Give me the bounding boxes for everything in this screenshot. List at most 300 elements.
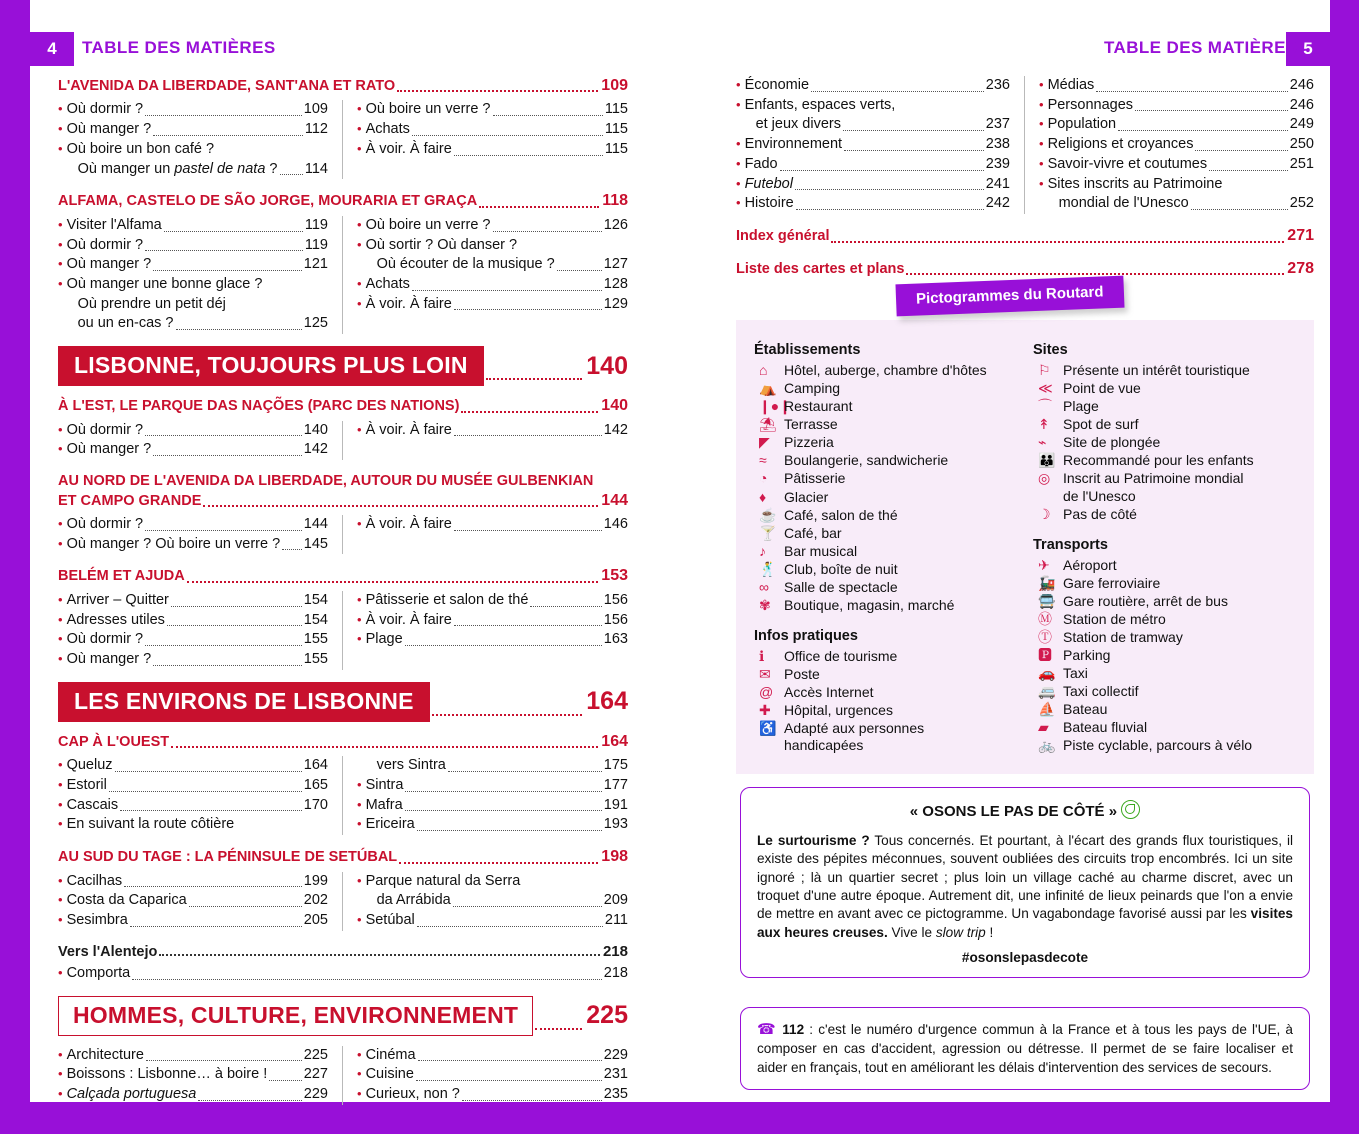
toc-entry[interactable] <box>58 535 328 555</box>
toc-entry-column-2 <box>343 421 628 460</box>
toc-entry[interactable] <box>357 421 628 441</box>
bullet-icon: • <box>357 611 362 627</box>
page-number: 115 <box>604 101 628 118</box>
pictogram-label: Restaurant <box>784 398 853 415</box>
toc-entry[interactable] <box>357 611 628 631</box>
bullet-icon: • <box>58 611 63 627</box>
toc-entry[interactable] <box>357 591 628 611</box>
bullet-icon: • <box>58 796 63 812</box>
toc-section-group-1 <box>58 76 628 334</box>
toc-entry[interactable] <box>357 756 628 776</box>
telephone-icon: ☎ <box>757 1021 778 1038</box>
toc-entry-label: Architecture <box>66 1046 144 1063</box>
pictogram-row <box>754 507 1017 524</box>
toc-entry-label: Où prendre un petit déj <box>77 295 226 312</box>
pictogram-label: Hôtel, auberge, chambre d'hôtes <box>784 362 987 378</box>
toc-entry[interactable] <box>357 255 628 275</box>
leader-dots <box>146 1060 302 1061</box>
toc-entry-label: Où manger ? <box>66 651 152 668</box>
toc-section-title[interactable]: BELÉM ET AJUDA 153 <box>58 566 628 586</box>
leader-dots <box>780 170 984 171</box>
toc-entry-grid <box>58 872 628 931</box>
pictogram-label: Hôpital, urgences <box>784 702 893 719</box>
toc-entry[interactable] <box>58 964 628 984</box>
toc-entry-label: Setúbal <box>365 912 415 929</box>
leader-dots <box>454 530 602 531</box>
bus-icon: 🚍 <box>1038 592 1056 609</box>
toc-entry[interactable] <box>58 515 328 535</box>
toc-entry[interactable] <box>357 891 628 911</box>
pictogram-row <box>754 362 1017 379</box>
leader-dots <box>280 174 303 175</box>
toc-banner-lisbonne <box>58 346 628 386</box>
bullet-icon: • <box>58 777 63 793</box>
pictogram-label: Bateau fluvial <box>1063 719 1148 736</box>
pictogram-group-heading: Transports <box>1033 536 1108 553</box>
leader-dots <box>557 270 602 271</box>
toc-entry-column-2 <box>343 872 628 931</box>
toc-entry[interactable] <box>58 650 328 670</box>
toc-entry[interactable] <box>736 115 1010 135</box>
page-number: 114 <box>304 160 328 177</box>
toc-entry[interactable] <box>357 100 628 120</box>
pictogram-label: Pas de côté <box>1063 505 1137 522</box>
bullet-icon: • <box>357 1046 362 1062</box>
toc-entry-column-2 <box>343 1046 628 1105</box>
page-number: 175 <box>603 757 628 774</box>
toc-entry-label: Sites inscrits au Patrimoine <box>1047 175 1223 192</box>
toc-entry-label: Où manger ? <box>66 121 152 138</box>
toc-section-title[interactable]: L'AVENIDA DA LIBERDADE, SANT'ANA ET RATO 109 <box>58 76 628 96</box>
bullet-icon: • <box>58 101 63 117</box>
terrace-parasol-icon: ⛱ <box>759 416 777 433</box>
page-number: 170 <box>303 796 328 813</box>
pictogram-row <box>1033 611 1296 628</box>
pictogram-label: Taxi <box>1063 665 1088 682</box>
pictogram-label: Gare routière, arrêt de bus <box>1063 592 1228 609</box>
leader-dots <box>164 231 303 232</box>
page-number: 155 <box>303 631 328 648</box>
toc-entry[interactable] <box>58 216 328 236</box>
leader-dots <box>130 926 302 927</box>
leader-dots <box>811 91 984 92</box>
pictogram-label: Bateau <box>1063 701 1108 718</box>
toc-entry[interactable] <box>58 630 328 650</box>
toc-entry[interactable] <box>58 160 328 180</box>
toc-banner[interactable] <box>58 346 628 386</box>
bullet-icon: • <box>357 275 362 291</box>
toc-entry-grid <box>736 76 1314 214</box>
toc-entry-column-1 <box>58 100 343 179</box>
toc-entry-grid <box>58 964 628 984</box>
leader-dots <box>187 581 599 583</box>
toc-entry[interactable] <box>1039 135 1314 155</box>
toc-entry[interactable] <box>357 1085 628 1105</box>
pictogram-label: Inscrit au Patrimoine mondial de l'Unesco <box>1063 470 1244 504</box>
wheelchair-icon: ♿ <box>759 720 777 737</box>
bullet-icon: • <box>1039 136 1044 152</box>
toc-entry-label: Où dormir ? <box>66 421 144 438</box>
beach-icon: ⌒ <box>1038 398 1052 415</box>
toc-entry[interactable] <box>357 1046 628 1066</box>
toc-entry[interactable] <box>58 275 328 295</box>
toc-entry-label: Pâtisserie et salon de thé <box>365 591 529 608</box>
page-number: 246 <box>1289 77 1314 93</box>
pictogram-group-heading: Établissements <box>754 342 861 358</box>
bullet-icon: • <box>357 816 362 832</box>
toc-entry[interactable] <box>58 796 328 816</box>
page-number: 128 <box>603 275 628 292</box>
toc-entry-grid <box>58 216 628 334</box>
toc-entry[interactable] <box>1039 76 1314 96</box>
emergency-number-box <box>740 1007 1310 1090</box>
pictogram-row <box>1033 593 1296 610</box>
pictogram-group-heading: Sites <box>1033 342 1068 358</box>
toc-entry-label: da Arrábida <box>376 892 451 909</box>
toc-entry[interactable] <box>1039 96 1314 116</box>
toc-entry-label: Estoril <box>66 777 107 794</box>
leader-dots <box>454 625 602 626</box>
toc-entry-label: Boissons : Lisbonne… à boire ! <box>66 1066 268 1083</box>
toc-entry[interactable] <box>357 515 628 535</box>
toc-banner-hommes <box>58 996 628 1036</box>
page-number: 238 <box>985 136 1010 153</box>
toc-entry-column-2 <box>343 100 628 179</box>
page-number: 144 <box>303 516 328 533</box>
metro-icon: Ⓜ <box>1038 610 1052 627</box>
folio-left: 4 <box>30 32 74 66</box>
toc-entry[interactable] <box>58 295 328 315</box>
toc-section-title[interactable]: À L'EST, LE PARQUE DAS NAÇÕES (PARC DES NATIONS) 140 <box>58 396 628 416</box>
toc-entry-column-1 <box>58 1046 343 1105</box>
toc-entry-label: Queluz <box>66 757 113 774</box>
bullet-icon: • <box>357 631 362 647</box>
bullet-icon: • <box>58 1085 63 1101</box>
toc-banner-label: LISBONNE, TOUJOURS PLUS LOIN <box>58 346 484 386</box>
toc-entry[interactable] <box>736 155 1010 175</box>
toc-entry[interactable] <box>58 891 328 911</box>
page-number: 250 <box>1289 136 1314 153</box>
pictogram-row <box>754 561 1017 578</box>
toc-entry-column-1 <box>736 76 1025 214</box>
bullet-icon: • <box>357 1085 362 1101</box>
pictogram-label: Point de vue <box>1063 380 1141 397</box>
pictogram-row <box>754 579 1017 596</box>
toc-entry[interactable] <box>58 815 328 835</box>
toc-entry[interactable] <box>357 815 628 835</box>
toc-entry-label: À voir. À faire <box>365 516 452 533</box>
pictogram-row <box>754 684 1017 701</box>
toc-entry[interactable] <box>58 591 328 611</box>
emergency-box-body: ☎ 112 : c'est le numéro d'urgence commun à la France et à tous les pays de l'UE, à composer en cas d'accident, agression ou détresse. Il permet de se faire localiser et aider en français, tout en améliorant les délais d'intervention des services de secours. <box>757 1021 1293 1075</box>
toc-entry[interactable] <box>357 872 628 892</box>
page-number: 119 <box>304 236 328 253</box>
toc-entry[interactable] <box>58 911 328 931</box>
pictogram-row <box>754 702 1017 719</box>
toc-entry-label: Où dormir ? <box>66 101 144 118</box>
toc-banner-environs <box>58 682 628 722</box>
toc-section-title[interactable]: CAP À L'OUEST 164 <box>58 732 628 752</box>
toc-entry-label: Où manger ? Où boire un verre ? <box>66 535 281 552</box>
bullet-icon: • <box>357 140 362 156</box>
page-number: 225 <box>586 1001 628 1030</box>
toc-entry-label: Achats <box>365 275 410 292</box>
pictogram-row <box>754 489 1017 506</box>
toc-entry[interactable] <box>736 96 1010 116</box>
page-number: 229 <box>303 1085 328 1102</box>
toc-entry-column-2 <box>343 591 628 670</box>
leader-dots <box>203 505 598 507</box>
toc-entry[interactable] <box>58 255 328 275</box>
page-number: 229 <box>603 1046 628 1063</box>
toc-entry[interactable] <box>58 421 328 441</box>
pictogram-row <box>1033 701 1296 718</box>
page-number: 239 <box>985 155 1010 172</box>
page-number: 142 <box>603 421 628 438</box>
toc-entry[interactable] <box>357 1065 628 1085</box>
boat-icon: ⛵ <box>1038 701 1056 718</box>
pictograms-panel <box>736 283 1314 774</box>
toc-entry[interactable] <box>58 1085 328 1105</box>
toc-subsection-alentejo <box>58 943 628 984</box>
toc-entry-column-2 <box>1025 76 1314 214</box>
page-number: 127 <box>603 256 628 273</box>
toc-entry[interactable] <box>357 140 628 160</box>
pictogram-label: Poste <box>784 666 820 683</box>
page-number: 154 <box>303 591 328 608</box>
toc-entry[interactable] <box>736 135 1010 155</box>
toc-entry-column-1 <box>58 515 343 554</box>
toc-left-column <box>58 76 628 1117</box>
toc-entry[interactable] <box>357 120 628 140</box>
toc-section-group-3 <box>58 732 628 931</box>
toc-entry-column-2 <box>343 756 628 835</box>
toc-entry-column-1 <box>58 216 343 334</box>
train-icon: 🚂 <box>1038 574 1056 591</box>
page-number: 205 <box>303 912 328 929</box>
toc-entry[interactable] <box>1039 155 1314 175</box>
toc-entry[interactable] <box>357 295 628 315</box>
parking-icon: 🅿 <box>1038 647 1052 664</box>
leader-dots <box>405 791 601 792</box>
toc-entry[interactable] <box>357 216 628 236</box>
page-number: 140 <box>601 397 628 415</box>
airplane-icon: ✈ <box>1038 556 1050 573</box>
pictogram-row <box>1033 452 1296 469</box>
toc-section-title[interactable]: AU SUD DU TAGE : LA PÉNINSULE DE SETÚBAL 198 <box>58 847 628 867</box>
page-number: 109 <box>303 101 328 118</box>
pictogram-label: Camping <box>784 380 841 397</box>
leader-dots <box>115 771 302 772</box>
toc-index-row[interactable]: Index général 271 <box>736 226 1314 246</box>
toc-entry[interactable] <box>58 236 328 256</box>
toc-entry-column-1 <box>58 421 343 460</box>
page-number: 156 <box>603 591 628 608</box>
pictogram-row <box>754 416 1017 433</box>
toc-entry[interactable] <box>58 611 328 631</box>
toc-subsection-title[interactable]: Vers l'Alentejo 218 <box>58 942 628 960</box>
toc-entry[interactable] <box>58 140 328 160</box>
pictogram-row <box>754 543 1017 560</box>
toc-entry-label: Cinéma <box>365 1046 416 1063</box>
ice-cream-icon: ♦ <box>759 488 767 505</box>
bullet-icon: • <box>58 216 63 232</box>
bullet-icon: • <box>1039 77 1044 92</box>
page-number: 249 <box>1289 116 1314 133</box>
leader-dots <box>1195 150 1287 151</box>
bullet-icon: • <box>357 796 362 812</box>
pictogram-row <box>1033 647 1296 664</box>
toc-entry-label: Environnement <box>744 136 843 153</box>
toc-entry[interactable] <box>357 911 628 931</box>
toc-entry-grid <box>58 591 628 670</box>
page-number: 227 <box>303 1066 328 1083</box>
bullet-icon: • <box>58 964 63 980</box>
page-number: 144 <box>601 491 628 509</box>
leader-dots <box>282 549 302 550</box>
folio-right: 5 <box>1286 32 1330 66</box>
toc-entry[interactable] <box>58 440 328 460</box>
page-number: 278 <box>1287 259 1314 277</box>
leader-dots <box>795 189 984 190</box>
bullet-icon: • <box>736 77 741 92</box>
leader-dots <box>796 209 984 210</box>
toc-entry-label: Où manger un pastel de nata ? <box>77 160 278 177</box>
toc-entry[interactable] <box>58 314 328 334</box>
toc-banner[interactable] <box>58 682 628 722</box>
page-number: 211 <box>604 912 628 929</box>
toc-right-entries <box>736 76 1314 214</box>
leader-dots <box>153 455 302 456</box>
toc-entry[interactable] <box>357 796 628 816</box>
pictogram-label: Plage <box>1063 398 1099 415</box>
toc-entry[interactable] <box>357 630 628 650</box>
toc-entry[interactable] <box>1039 175 1314 195</box>
page-number: 199 <box>303 872 328 889</box>
bullet-icon: • <box>736 175 741 191</box>
toc-entry-label: Où boire un bon café ? <box>66 140 215 157</box>
toc-entry[interactable] <box>357 776 628 796</box>
bullet-icon: • <box>58 892 63 908</box>
leader-dots <box>153 270 302 271</box>
bullet-icon: • <box>58 140 63 156</box>
pictogram-row <box>754 597 1017 614</box>
bullet-icon: • <box>58 535 63 551</box>
pictogram-row <box>1033 557 1296 574</box>
toc-entry[interactable] <box>58 1065 328 1085</box>
toc-entry-column-1 <box>58 964 628 984</box>
toc-entry[interactable] <box>58 1046 328 1066</box>
leader-dots <box>831 241 1284 243</box>
page-number: 242 <box>985 195 1010 212</box>
pictogram-row <box>1033 737 1296 754</box>
toc-section-title[interactable]: ALFAMA, CASTELO DE SÃO JORGE, MOURARIA ET GRAÇA 118 <box>58 191 628 211</box>
page-number: 202 <box>303 892 328 909</box>
toc-entry-label: Calçada portuguesa <box>66 1085 197 1102</box>
pictogram-label: Office de tourisme <box>784 648 898 665</box>
toc-section-title[interactable]: AU NORD DE L'AVENIDA DA LIBERDADE, AUTOUR DU MUSÉE GULBENKIAN ET CAMPO GRANDE 144 <box>58 472 628 511</box>
pictogram-row <box>1033 575 1296 592</box>
toc-entry-label: Médias <box>1047 77 1095 93</box>
running-head-left: TABLE DES MATIÈRES <box>82 38 276 57</box>
leader-dots <box>198 1100 301 1101</box>
theatre-masks-icon: ∞ <box>759 578 769 595</box>
leader-dots <box>418 1060 602 1061</box>
leader-dots <box>1135 110 1288 111</box>
page-number: 235 <box>603 1085 628 1102</box>
leader-dots <box>454 155 603 156</box>
music-note-icon: ♪ <box>759 542 766 559</box>
cocktail-glass-icon: 🍸 <box>759 524 777 541</box>
page-number: 209 <box>603 892 628 909</box>
tram-icon: Ⓣ <box>1038 629 1052 646</box>
bullet-icon: • <box>357 516 362 532</box>
bullet-icon: • <box>357 121 362 137</box>
pictogram-label: Spot de surf <box>1063 416 1139 433</box>
toc-entry-grid <box>58 1046 628 1105</box>
toc-entry[interactable] <box>736 194 1010 214</box>
pictogram-row <box>1033 470 1296 504</box>
information-icon: ℹ <box>759 648 765 665</box>
toc-entry-label: Où manger ? <box>66 441 152 458</box>
toc-entry[interactable] <box>58 756 328 776</box>
leader-dots <box>493 115 603 116</box>
toc-index-rows <box>736 226 1314 279</box>
bullet-icon: • <box>58 816 63 832</box>
bullet-icon: • <box>357 216 362 232</box>
leader-dots <box>405 810 602 811</box>
leader-dots <box>486 378 583 380</box>
pictogram-label: Café, salon de thé <box>784 506 898 523</box>
leader-dots <box>1209 170 1288 171</box>
toc-entry[interactable] <box>736 76 1010 96</box>
pictogram-row <box>1033 506 1296 523</box>
toc-entry[interactable] <box>58 872 328 892</box>
leader-dots <box>176 329 302 330</box>
toc-entry[interactable] <box>357 275 628 295</box>
toc-entry[interactable] <box>736 175 1010 195</box>
page-number: 140 <box>303 421 328 438</box>
page-number: 115 <box>604 121 628 138</box>
toc-entry-label: En suivant la route côtière <box>66 816 235 833</box>
toc-entry[interactable] <box>58 776 328 796</box>
toc-entry[interactable] <box>58 120 328 140</box>
toc-entry[interactable] <box>357 236 628 256</box>
toc-entry-grid <box>58 756 628 835</box>
pictogram-label: Bar musical <box>784 542 858 559</box>
pictogram-row <box>1033 683 1296 700</box>
toc-entry-label: Où dormir ? <box>66 236 144 253</box>
leader-dots <box>906 273 1284 275</box>
leader-dots <box>843 130 984 131</box>
pictogram-group-heading: Infos pratiques <box>754 628 858 645</box>
toc-entry[interactable] <box>1039 194 1314 214</box>
shopping-basket-icon: ✾ <box>759 597 771 614</box>
toc-entry-label: À voir. À faire <box>365 611 452 628</box>
page-number: 191 <box>603 796 628 813</box>
toc-index-row[interactable]: Liste des cartes et plans 278 <box>736 259 1314 279</box>
leader-dots <box>535 1028 582 1030</box>
pas-de-cote-icon <box>1121 800 1140 819</box>
toc-banner[interactable] <box>58 996 628 1036</box>
toc-entry[interactable] <box>58 100 328 120</box>
page-number: 109 <box>601 77 628 94</box>
toc-entry[interactable] <box>1039 115 1314 135</box>
osons-box-title <box>757 800 1293 820</box>
toc-entry-label: Où dormir ? <box>66 516 144 533</box>
pictogram-label: Glacier <box>784 488 829 505</box>
pictogram-row <box>754 380 1017 397</box>
